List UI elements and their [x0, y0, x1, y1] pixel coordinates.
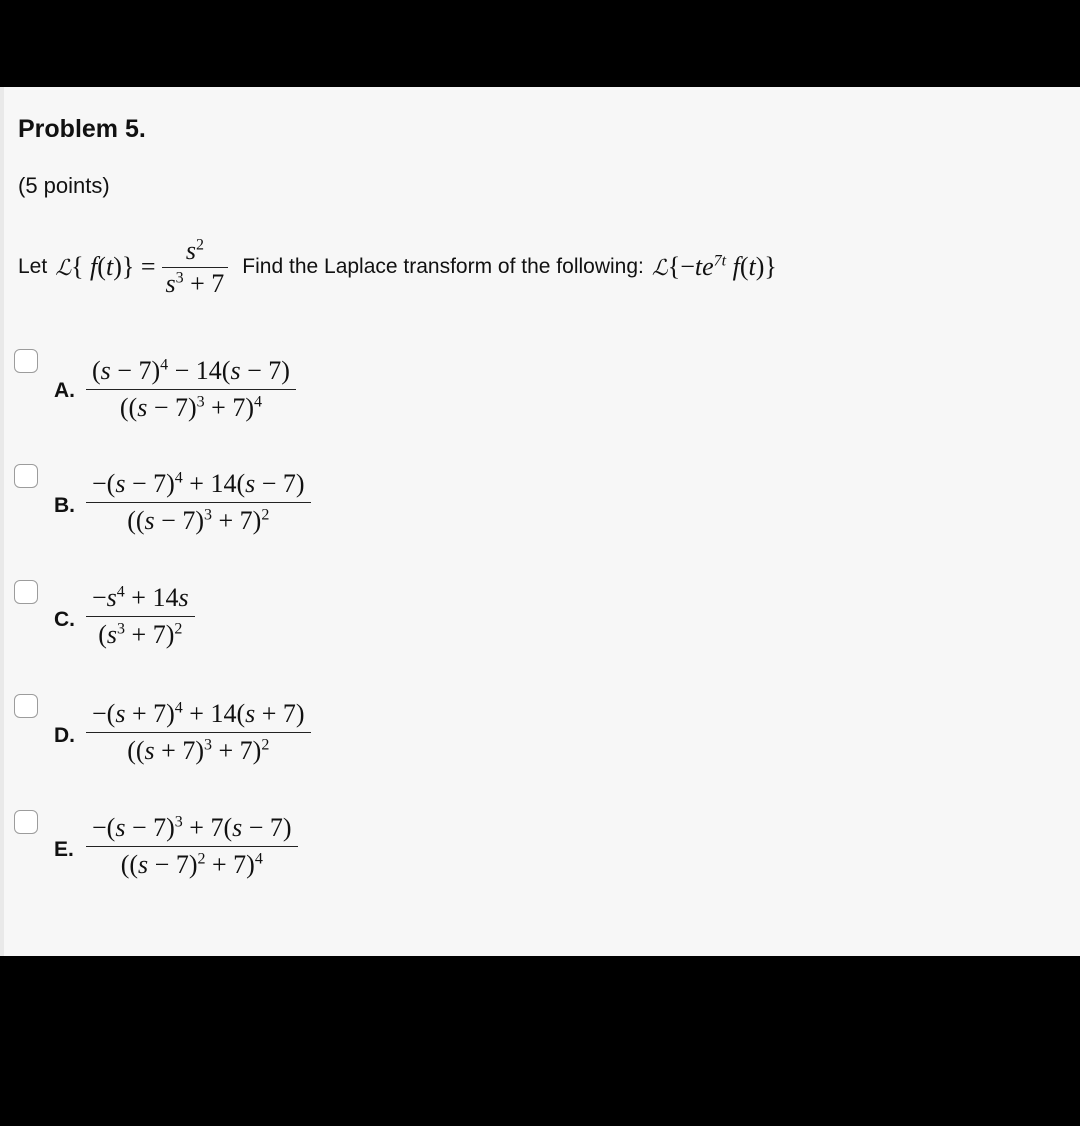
option-a-fraction	[86, 353, 296, 426]
checkbox-c[interactable]	[14, 580, 38, 604]
given-fraction	[162, 235, 229, 300]
given-transform: ℒ{ f(t)} =	[55, 252, 156, 281]
problem-title: Problem 5.	[18, 115, 146, 143]
given-numerator: $s^2$	[185, 235, 204, 265]
problem-points: (5 points)	[18, 173, 110, 198]
checkbox-a[interactable]	[14, 349, 38, 373]
option-c-denominator: $(s^3 + 7)^2$	[98, 620, 183, 649]
option-letter-b: B.	[54, 494, 75, 517]
checkbox-b[interactable]	[14, 464, 38, 488]
option-b-numerator: $-(s - 7)^4 + 14(s - 7)$	[92, 469, 305, 498]
problem-statement	[18, 222, 777, 312]
option-b-denominator: $((s - 7)^3 + 7)^2$	[127, 506, 270, 535]
checkbox-d[interactable]	[14, 694, 38, 718]
checkbox-e[interactable]	[14, 810, 38, 834]
option-e-denominator: $((s - 7)^2 + 7)^4$	[120, 850, 263, 879]
option-a-numerator: $(s - 7)^4 - 14(s - 7)$	[92, 356, 290, 385]
option-d-fraction	[86, 696, 311, 769]
option-c-numerator: $-s^4 + 14s$	[92, 583, 189, 612]
question-panel	[0, 87, 1080, 956]
option-letter-c: C.	[54, 608, 75, 631]
given-denominator: $s^3 + 7$	[165, 268, 225, 298]
statement-instruction: Find the Laplace transform of the following:	[242, 255, 644, 278]
target-transform: $ℒ\{-te^{7t}$ f(t)}	[651, 252, 777, 281]
option-a-denominator: $((s - 7)^3 + 7)^4$	[119, 393, 262, 422]
option-d-denominator: $((s + 7)^3 + 7)^2$	[127, 736, 270, 765]
option-letter-d: D.	[54, 724, 75, 747]
option-letter-a: A.	[54, 379, 75, 402]
option-d-numerator: $-(s + 7)^4 + 14(s + 7)$	[92, 699, 305, 728]
option-c-fraction	[86, 580, 195, 653]
option-e-numerator: $-(s - 7)^3 + 7(s - 7)$	[92, 813, 292, 842]
option-letter-e: E.	[54, 838, 74, 861]
statement-prefix: Let	[18, 255, 48, 278]
option-b-fraction	[86, 466, 311, 539]
option-e-fraction	[86, 810, 298, 883]
